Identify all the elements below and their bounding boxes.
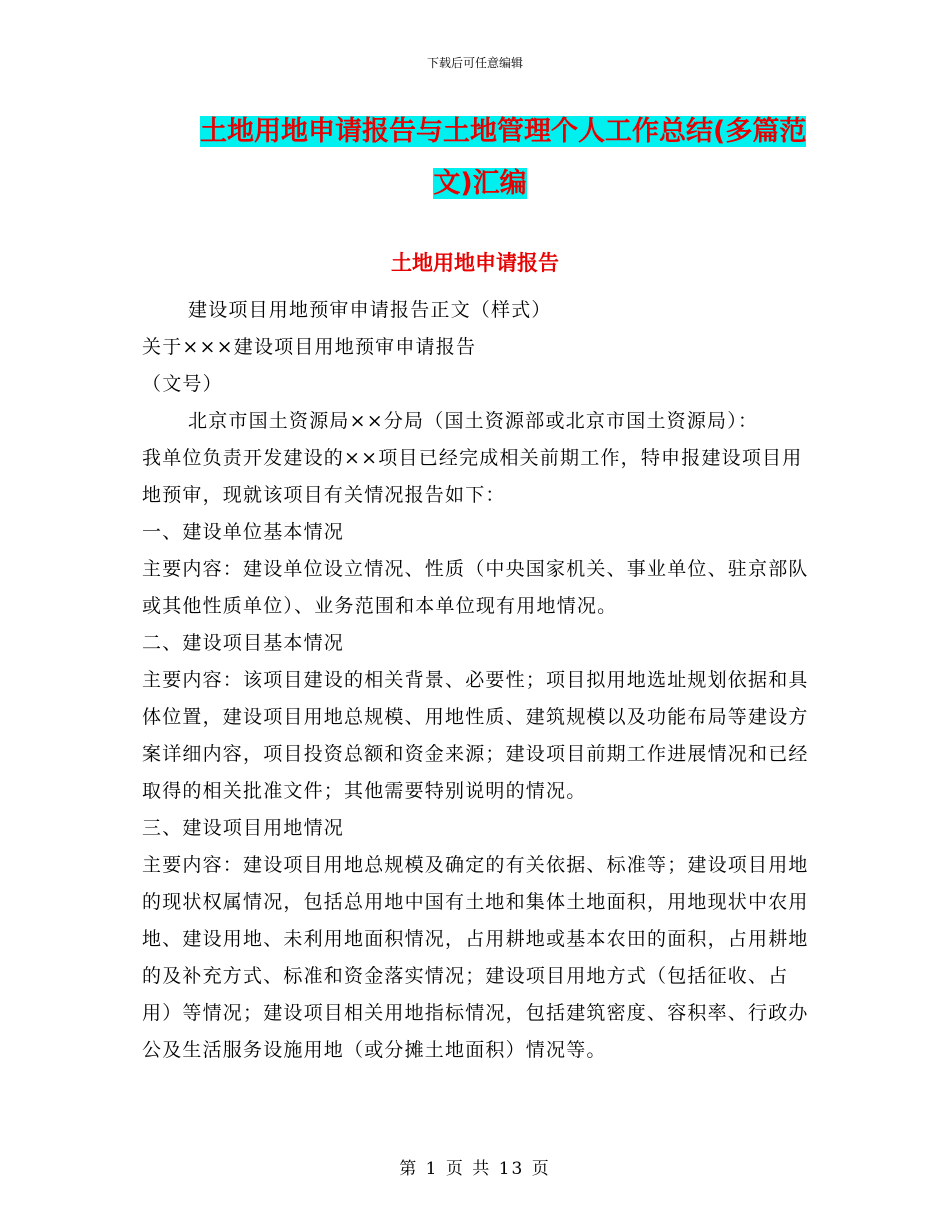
section-title: 三、建设项目用地情况 [142,817,345,839]
paragraph: 我单位负责开发建设的××项目已经完成相关前期工作，特申报建设项目用地预审，现就该项目有关情况报告如下： [142,447,803,506]
paragraph: 北京市国土资源局××分局（国土资源部或北京市国土资源局）： [188,410,759,432]
page-header: 下载后可任意编辑 [426,56,523,70]
paragraph: 关于×××建设项目用地预审申请报告 [142,336,477,358]
document-body [142,292,812,1069]
paragraph: （文号） [142,373,223,395]
paragraph: 主要内容：建设单位设立情况、性质（中央国家机关、事业单位、驻京部队或其他性质单位）、业务范围和本单位现有用地情况。 [142,558,809,617]
section-title: 一、建设单位基本情况 [142,521,345,543]
paragraph: 主要内容：建设项目用地总规模及确定的有关依据、标准等；建设项目用地的现状权属情况，包括总用地中国有土地和集体土地面积，用地现状中农用地、建设用地、未利用地面积情况，占用耕地或基本农田的面积，占用耕地的及补充方式、标准和资金落实情况；建设项目用地方式（包括征收、占用）等情况；建设项目相关用地指标情况，包括建筑密度、容积率、行政办公及生活服务设施用地（或分摊土地面积）情况等。 [142,854,809,1061]
paragraph: 主要内容：该项目建设的相关背景、必要性；项目拟用地选址规划依据和具体位置，建设项目用地总规模、用地性质、建筑规模以及功能布局等建设方案详细内容，项目投资总额和资金来源；建设项目前期工作进展情况和已经取得的相关批准文件；其他需要特别说明的情况。 [142,669,809,802]
title-line-1: 土地用地申请报告与土地管理个人工作总结(多篇范 [200,116,807,147]
page-footer: 第 1 页 共 13 页 [399,1159,551,1179]
paragraph: 建设项目用地预审申请报告正文（样式） [188,299,552,321]
section-title: 二、建设项目基本情况 [142,632,345,654]
title-line-2: 文)汇编 [433,168,527,199]
section-heading: 土地用地申请报告 [391,251,559,275]
document-title [200,108,810,208]
